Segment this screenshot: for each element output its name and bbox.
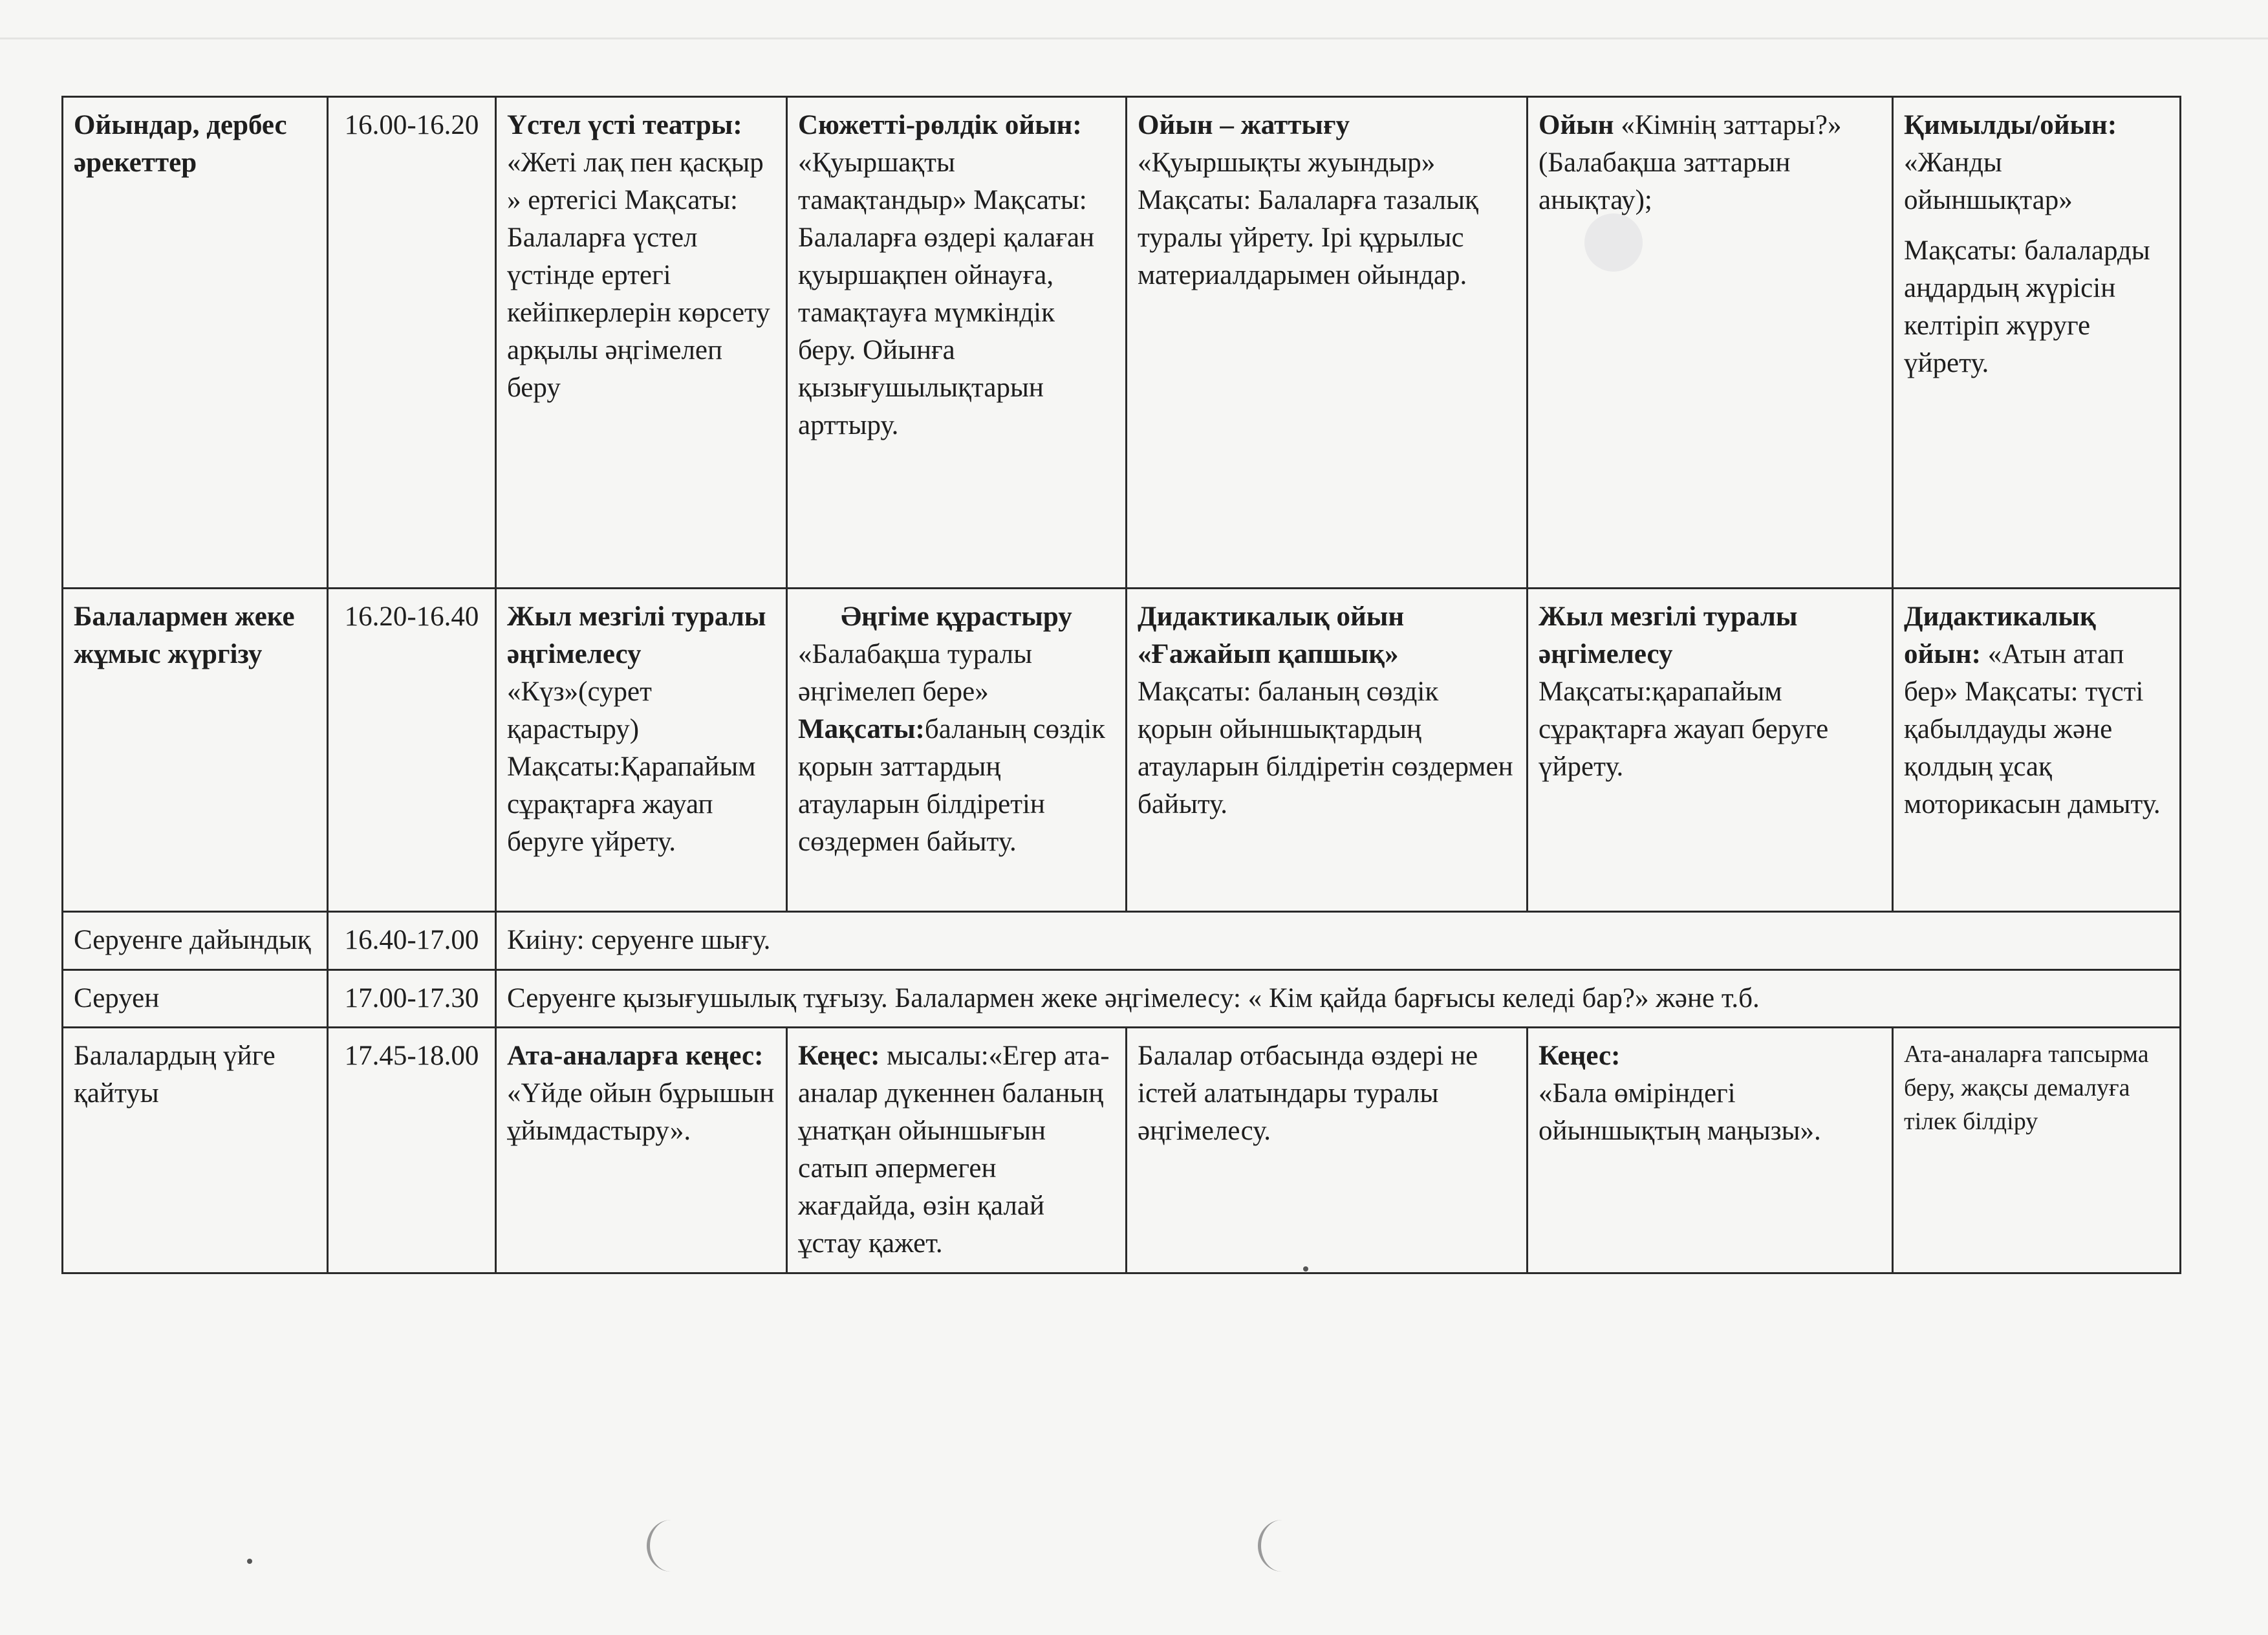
- time-cell: 16.00-16.20: [328, 97, 496, 589]
- cell-body: Ата-аналарға тапсырма беру, жақсы демалуға тілек білдіру: [1904, 1041, 2149, 1135]
- cell-body: «Күз»(сурет қарастыру) Мақсаты:Қарапайым сұрақтарға жауап беруге үйрету.: [507, 677, 756, 857]
- day-cell: [1528, 97, 1893, 589]
- activity-cell: Ойындар, дербес әрекеттер: [63, 97, 328, 589]
- day-cell: [1528, 1028, 1893, 1273]
- cell-title: Кеңес:: [798, 1041, 880, 1071]
- scan-binding-mark: [1258, 1520, 1306, 1572]
- cell-label: Мақсаты:: [798, 714, 925, 744]
- cell-body: Мақсаты: баланың сөздік қорын ойыншықтардың атауларын білдіретін сөздермен байыту.: [1138, 677, 1513, 819]
- cell-body-goal: баланың сөздік қорын заттардың атауларын білдіретін сөздермен байыту.: [798, 714, 1105, 857]
- cell-body: «Үйде ойын бұрышын ұйымдастыру».: [507, 1078, 775, 1146]
- cell-body: «Бала өміріндегі ойыншықтың маңызы».: [1539, 1078, 1821, 1146]
- day-cell: [1893, 589, 2181, 912]
- daily-plan-table: [61, 96, 2181, 1274]
- cell-body: «Кімнің заттары?» (Балабақша заттарын анықтау);: [1539, 110, 1842, 215]
- cell-body: «Қуыршақты тамақтандыр» Мақсаты: Балаларға өздері қалаған қуыршақпен ойнауға, тамақтауға мүмкіндік беру. Ойынға қызығушылықтарын арттыру.: [798, 147, 1095, 440]
- time-cell: 17.00-17.30: [328, 970, 496, 1028]
- table-row: [63, 97, 2181, 589]
- cell-title: Кеңес:: [1539, 1041, 1621, 1071]
- cell-title: Қимылды/ойын:: [1904, 110, 2117, 140]
- cell-body: мысалы:«Егер ата-аналар дүкеннен баланың ұнатқан ойыншығын сатып әпермеген жағдайда, өзін қалай ұстау қажет.: [798, 1041, 1110, 1259]
- activity-cell: Балалардың үйге қайтуы: [63, 1028, 328, 1273]
- day-cell: [496, 97, 787, 589]
- day-cell: [1127, 589, 1528, 912]
- day-cell: [1893, 1028, 2181, 1273]
- activity-cell: Серуен: [63, 970, 328, 1028]
- cell-title: Ата-аналарға кеңес:: [507, 1041, 764, 1071]
- day-cell: [496, 589, 787, 912]
- scan-artifact-line: [0, 38, 2268, 39]
- day-cell: [1528, 589, 1893, 912]
- cell-body: «Жанды ойыншықтар»: [1904, 147, 2073, 215]
- cell-body: «Атын атап бер» Мақсаты: түсті қабылдауды және қолдың ұсақ моторикасын дамыту.: [1904, 639, 2161, 819]
- table-row: [63, 589, 2181, 912]
- day-cell: [1893, 97, 2181, 589]
- day-cell: [1127, 97, 1528, 589]
- scan-speck: [1303, 1266, 1308, 1272]
- time-cell: 16.40-17.00: [328, 912, 496, 970]
- day-cell: [1127, 1028, 1528, 1273]
- cell-title: Жыл мезгілі туралы әңгімелесу: [1539, 601, 1798, 669]
- cell-title: Әңгіме құрастыру: [841, 601, 1072, 632]
- day-cell: [496, 1028, 787, 1273]
- cell-body: «Жеті лақ пен қасқыр » ертегісі Мақсаты: Балаларға үстел үстінде ертегі кейіпкерлерін көрсету арқылы әңгімелеп беру: [507, 147, 770, 403]
- time-cell: 17.45-18.00: [328, 1028, 496, 1273]
- cell-title: Дидактикалық ойын:: [1904, 601, 2096, 669]
- cell-title: Үстел үсті театры:: [507, 110, 742, 140]
- merged-cell: Киіну: серуенге шығу.: [496, 912, 2181, 970]
- cell-title: Жыл мезгілі туралы әңгімелесу: [507, 601, 766, 669]
- table-row: [63, 970, 2181, 1028]
- cell-title: Ойын: [1539, 110, 1614, 140]
- cell-body-goal: Мақсаты: балаларды аңдардың жүрісін келтіріп жүруге үйрету.: [1904, 235, 2150, 378]
- merged-cell: Серуенге қызығушылық тұғызу. Балалармен жеке әңгімелесу: « Кім қайда барғысы келеді бар?» және т.б.: [496, 970, 2181, 1028]
- cell-title: Ойын – жаттығу: [1138, 110, 1350, 140]
- time-cell: 16.20-16.40: [328, 589, 496, 912]
- scan-binding-mark: [647, 1520, 695, 1572]
- cell-title: Дидактикалық ойын «Ғажайып қапшық»: [1138, 601, 1405, 669]
- cell-body: «Балабақша туралы әңгімелеп бере»: [798, 639, 1033, 707]
- activity-cell: Балалармен жеке жұмыс жүргізу: [63, 589, 328, 912]
- activity-cell: Серуенге дайындық: [63, 912, 328, 970]
- day-cell: [787, 1028, 1127, 1273]
- cell-body: «Қуыршықты жуындыр» Мақсаты: Балаларға тазалық туралы үйрету. Ірі құрылыс материалдарымен ойындар.: [1138, 147, 1478, 290]
- cell-body: Балалар отбасында өздері не істей алатындары туралы әңгімелесу.: [1138, 1041, 1478, 1146]
- table-row: [63, 912, 2181, 970]
- day-cell: [787, 589, 1127, 912]
- table-row: [63, 1028, 2181, 1273]
- cell-title: Сюжетті-рөлдік ойын:: [798, 110, 1082, 140]
- day-cell: [787, 97, 1127, 589]
- cell-body: Мақсаты:қарапайым сұрақтарға жауап беруге үйрету.: [1539, 677, 1829, 782]
- scan-speck: [247, 1559, 252, 1564]
